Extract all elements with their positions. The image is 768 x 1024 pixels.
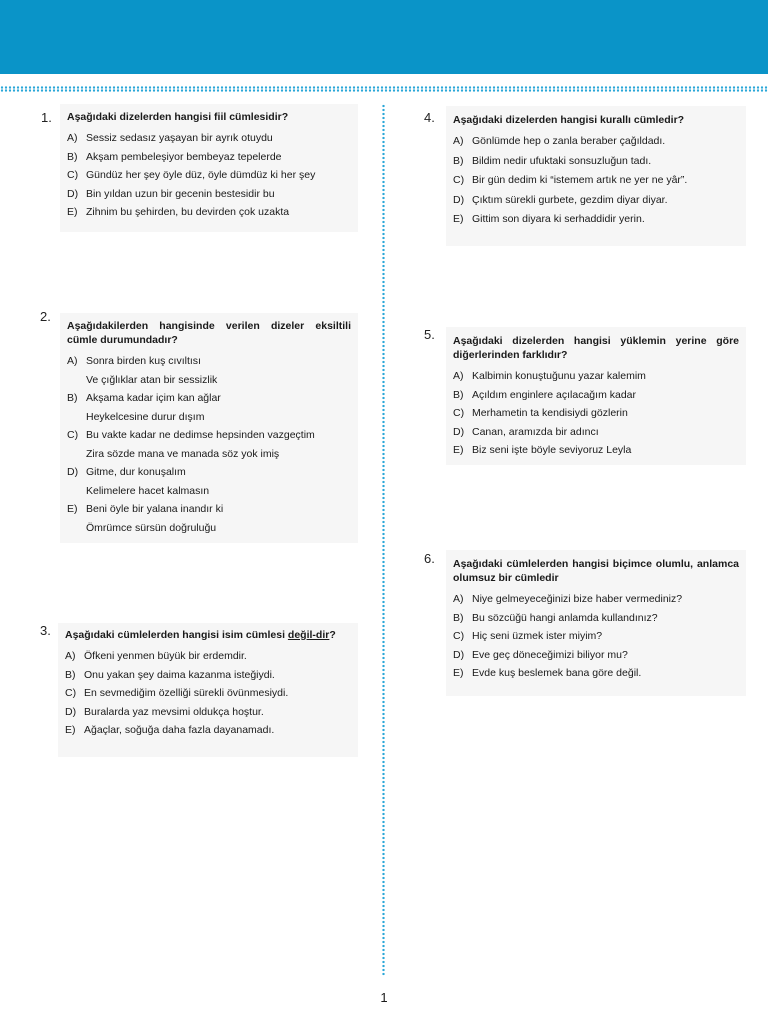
- option-d[interactable]: D) Canan, aramızda bir adıncı: [453, 425, 599, 438]
- option-a[interactable]: A) Öfkeni yenmen büyük bir erdemdir.: [65, 650, 247, 662]
- option-a[interactable]: A) Niye gelmeyeceğinizi bize haber vermediniz?: [453, 593, 683, 605]
- question-stem: Aşağıdaki dizelerden hangisi kurallı cümledir?: [453, 114, 685, 126]
- option-d[interactable]: D) Gitme, dur konuşalım: [67, 466, 186, 478]
- page-number: 1: [380, 990, 388, 1005]
- option-e-continuation: Ömrümce sürsün doğruluğu: [86, 521, 217, 534]
- option-list: [67, 129, 358, 222]
- option-b[interactable]: B) Bu sözcüğü hangi anlamda kullandınız?: [453, 611, 658, 624]
- option-e[interactable]: E) Biz seni işte böyle seviyoruz Leyla: [453, 444, 632, 456]
- option-e[interactable]: E) Evde kuş beslemek bana göre değil.: [453, 667, 642, 679]
- negation-underline: değil-dir: [287, 629, 330, 641]
- question-stem: Aşağıdakilerden hangisinde verilen dizeler eksiltili cümle durumundadır?: [67, 320, 351, 346]
- dotted-divider-vertical: [382, 104, 385, 976]
- question-number: 6.: [424, 551, 435, 566]
- option-a[interactable]: A) Gönlümde hep o zanla beraber çağıldadı.: [453, 135, 666, 147]
- option-list: [65, 647, 351, 740]
- option-e[interactable]: E) Beni öyle bir yalana inandır ki: [67, 503, 224, 515]
- option-c[interactable]: C) Merhametin ta kendisiydi gözlerin: [453, 407, 628, 419]
- question-stem: Aşağıdaki dizelerden hangisi fiil cümlesidir?: [67, 111, 289, 123]
- option-c[interactable]: C) Bu vakte kadar ne dedimse hepsinden vazgeçtim: [67, 429, 315, 441]
- option-b[interactable]: B) Bildim nedir ufuktaki sonsuzluğun tadı.: [453, 154, 652, 167]
- option-d[interactable]: D) Bin yıldan uzun bir gecenin bestesidir bu: [67, 187, 275, 200]
- dotted-divider-horizontal: [0, 86, 768, 92]
- question-number: 5.: [424, 327, 435, 342]
- option-a-continuation: Ve çığlıklar atan bir sessizlik: [86, 373, 218, 386]
- question-number: 2.: [40, 309, 51, 324]
- option-b[interactable]: B) Akşam pembeleşiyor bembeyaz tepelerde: [67, 150, 282, 163]
- question-stem: Aşağıdaki cümlelerden hangisi biçimce olumlu, anlamca olumsuz bir cümledir: [453, 558, 739, 584]
- option-c[interactable]: C) Bir gün dedim ki “istemem artık ne yer ne yâr”.: [453, 174, 688, 186]
- question-number: 4.: [424, 110, 435, 125]
- question-number: 1.: [41, 110, 52, 125]
- option-list: [453, 590, 739, 683]
- question-body: [60, 104, 358, 232]
- option-c[interactable]: C) Gündüz her şey öyle düz, öyle dümdüz ki her şey: [67, 169, 316, 181]
- option-list: [453, 132, 739, 230]
- option-d[interactable]: D) Çıktım sürekli gurbete, gezdim diyar diyar.: [453, 193, 668, 206]
- option-e[interactable]: E) Gittim son diyara ki serhaddidir yerin.: [453, 213, 645, 225]
- option-e[interactable]: E) Zihnim bu şehirden, bu devirden çok uzakta: [67, 206, 290, 218]
- option-e[interactable]: E) Ağaçlar, soğuğa daha fazla dayanamadı.: [65, 724, 275, 736]
- question-body: [446, 550, 746, 696]
- option-c[interactable]: C) Hiç seni üzmek ister miyim?: [453, 630, 603, 642]
- question-stem: Aşağıdaki cümlelerden hangisi isim cümlesi değil-dir?: [65, 629, 336, 641]
- option-a[interactable]: A) Kalbimin konuştuğunu yazar kalemim: [453, 370, 646, 382]
- question-body: [446, 106, 746, 246]
- option-b[interactable]: B) Açıldım enginlere açılacağım kadar: [453, 388, 636, 401]
- question-body: [60, 313, 358, 543]
- option-b-continuation: Heykelcesine durur dışım: [86, 410, 205, 423]
- option-c-continuation: Zira sözde mana ve manada söz yok imiş: [86, 447, 280, 460]
- question-number: 3.: [40, 623, 51, 638]
- option-a[interactable]: A) Sessiz sedasız yaşayan bir ayrık otuydu: [67, 132, 273, 144]
- option-list: [67, 352, 351, 537]
- question-body: [446, 327, 746, 465]
- option-list: [453, 367, 739, 460]
- question-body: [58, 623, 358, 757]
- option-b[interactable]: B) Onu yakan şey daima kazanma isteğiydi.: [65, 668, 275, 681]
- option-a[interactable]: A) Sonra birden kuş cıvıltısı: [67, 355, 201, 367]
- option-d-continuation: Kelimelere hacet kalmasın: [86, 484, 210, 497]
- option-c[interactable]: C) En sevmediğim özelliği sürekli övünmesiydi.: [65, 687, 289, 699]
- header-band: [0, 0, 768, 74]
- option-d[interactable]: D) Buralarda yaz mevsimi oldukça hoştur.: [65, 705, 264, 718]
- question-stem: Aşağıdaki dizelerden hangisi yüklemin yerine göre diğerlerinden farklıdır?: [453, 335, 739, 361]
- option-b[interactable]: B) Akşama kadar içim kan ağlar: [67, 392, 221, 404]
- option-d[interactable]: D) Eve geç döneceğimizi biliyor mu?: [453, 648, 628, 661]
